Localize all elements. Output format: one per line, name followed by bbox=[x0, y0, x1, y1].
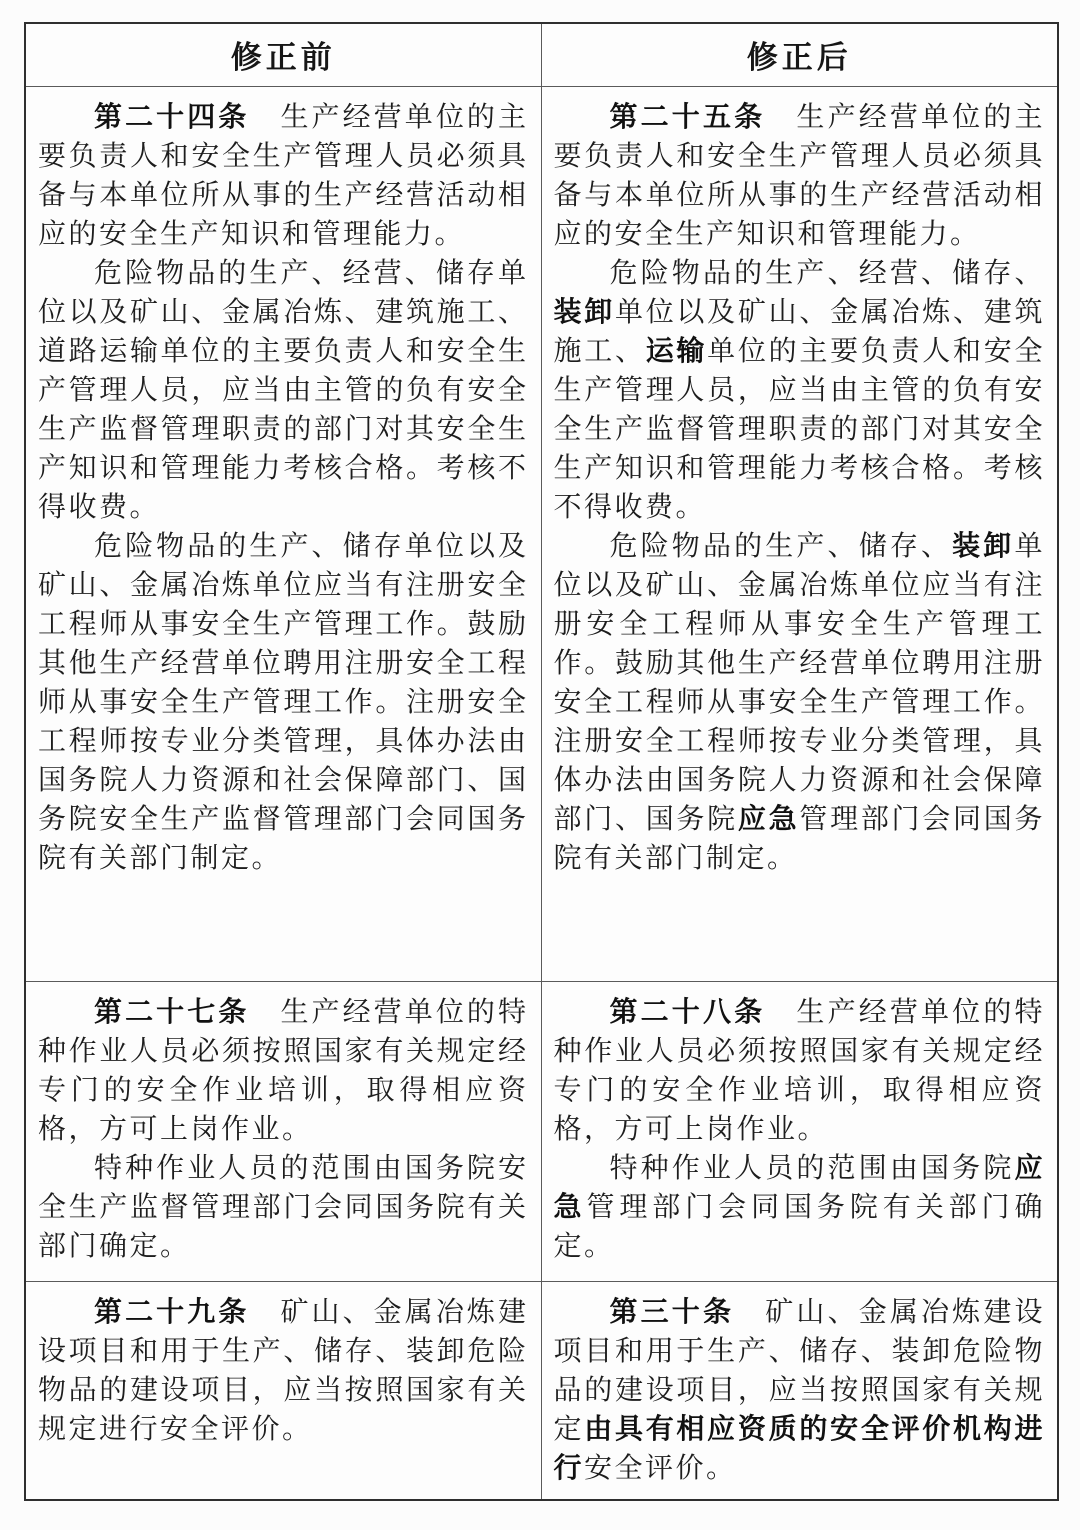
text-segment: 生产经营单位的特种作业人员必须按照国家有关规定经专门的安全作业培训，取得相应资格，方可上岗作业。 bbox=[38, 994, 529, 1145]
cell-after bbox=[541, 86, 1058, 981]
paragraph bbox=[38, 1148, 529, 1265]
column-header-before: 修正前 bbox=[25, 23, 541, 86]
text-segment: 生产经营单位的主要负责人和安全生产管理人员必须具备与本单位所从事的生产经营活动相应的安全生产知识和管理能力。 bbox=[553, 99, 1045, 250]
paragraph bbox=[554, 1292, 1046, 1487]
amended-text: 应急 bbox=[737, 801, 800, 835]
text-segment: 单位以及矿山、金属冶炼单位应当有注册安全工程师从事安全生产管理工作。鼓励其他生产经营单位聘用注册安全工程师从事安全生产管理工作。注册安全工程师按专业分类管理，具体办法由国务院人力资源和社会保障部门、国务院 bbox=[553, 528, 1045, 835]
text-segment: 矿山、金属冶炼建设项目和用于生产、储存、装卸危险物品的建设项目，应当按照国家有关规定进行安全评价。 bbox=[38, 1294, 529, 1445]
article-number: 第二十九条 bbox=[94, 1294, 250, 1328]
cell-after bbox=[541, 1281, 1058, 1500]
cell-before bbox=[25, 981, 541, 1281]
text-segment: 危险物品的生产、经营、储存、 bbox=[609, 255, 1045, 289]
text-segment: 特种作业人员的范围由国务院安全生产监督管理部门会同国务院有关部门确定。 bbox=[38, 1150, 529, 1262]
paragraph bbox=[554, 992, 1046, 1148]
paragraph bbox=[554, 253, 1046, 526]
paragraph bbox=[38, 1292, 529, 1448]
paragraph bbox=[554, 526, 1046, 877]
amended-text: 应急 bbox=[553, 1150, 1045, 1223]
text-segment: 生产经营单位的特种作业人员必须按照国家有关规定经专门的安全作业培训，取得相应资格，方可上岗作业。 bbox=[553, 994, 1045, 1145]
article-number: 第三十条 bbox=[609, 1294, 735, 1328]
text-segment: 安全评价。 bbox=[584, 1450, 737, 1484]
column-header-after: 修正后 bbox=[541, 23, 1058, 86]
article-number: 第二十七条 bbox=[94, 994, 250, 1028]
article-number: 第二十八条 bbox=[609, 994, 766, 1028]
amended-text: 装卸 bbox=[952, 528, 1015, 562]
paragraph bbox=[38, 526, 529, 877]
paragraph bbox=[38, 992, 529, 1148]
text-segment: 矿山、金属冶炼建设项目和用于生产、储存、装卸危险物品的建设项目，应当按照国家有关规定 bbox=[553, 1294, 1045, 1445]
article-number: 第二十五条 bbox=[609, 99, 766, 133]
amended-text: 装卸 bbox=[553, 294, 615, 328]
amended-text: 运输 bbox=[645, 333, 708, 367]
text-segment: 单位以及矿山、金属冶炼、建筑施工、 bbox=[553, 294, 1045, 367]
text-segment: 危险物品的生产、经营、储存单位以及矿山、金属冶炼、建筑施工、道路运输单位的主要负责人和安全生产管理人员，应当由主管的负有安全生产监督管理职责的部门对其安全生产知识和管理能力考核合格。考核不得收费。 bbox=[38, 255, 529, 523]
comparison-table bbox=[24, 22, 1059, 1501]
text-segment: 管理部门会同国务院有关部门确定。 bbox=[553, 1189, 1045, 1262]
table-row bbox=[25, 86, 1058, 981]
paragraph bbox=[554, 1148, 1046, 1265]
text-segment: 危险物品的生产、储存单位以及矿山、金属冶炼单位应当有注册安全工程师从事安全生产管理工作。鼓励其他生产经营单位聘用注册安全工程师从事安全生产管理工作。注册安全工程师按专业分类管理，具体办法由国务院人力资源和社会保障部门、国务院安全生产监督管理部门会同国务院有关部门制定。 bbox=[38, 528, 529, 874]
article-number: 第二十四条 bbox=[94, 99, 250, 133]
table-row bbox=[25, 1281, 1058, 1500]
paragraph bbox=[38, 97, 529, 253]
cell-before bbox=[25, 1281, 541, 1500]
text-segment: 管理部门会同国务院有关部门制定。 bbox=[553, 801, 1045, 874]
table-body bbox=[25, 86, 1058, 1500]
text-segment: 特种作业人员的范围由国务院 bbox=[609, 1150, 1015, 1184]
table-row bbox=[25, 981, 1058, 1281]
amended-text: 由具有相应资质的安全评价机构进行 bbox=[553, 1411, 1045, 1484]
text-segment: 危险物品的生产、储存、 bbox=[609, 528, 953, 562]
header-row bbox=[25, 23, 1058, 86]
cell-after bbox=[541, 981, 1058, 1281]
cell-before bbox=[25, 86, 541, 981]
paragraph bbox=[554, 97, 1046, 253]
text-segment: 单位的主要负责人和安全生产管理人员，应当由主管的负有安全生产监督管理职责的部门对其安全生产知识和管理能力考核合格。考核不得收费。 bbox=[553, 333, 1045, 523]
paragraph bbox=[38, 253, 529, 526]
text-segment: 生产经营单位的主要负责人和安全生产管理人员必须具备与本单位所从事的生产经营活动相应的安全生产知识和管理能力。 bbox=[38, 99, 529, 250]
